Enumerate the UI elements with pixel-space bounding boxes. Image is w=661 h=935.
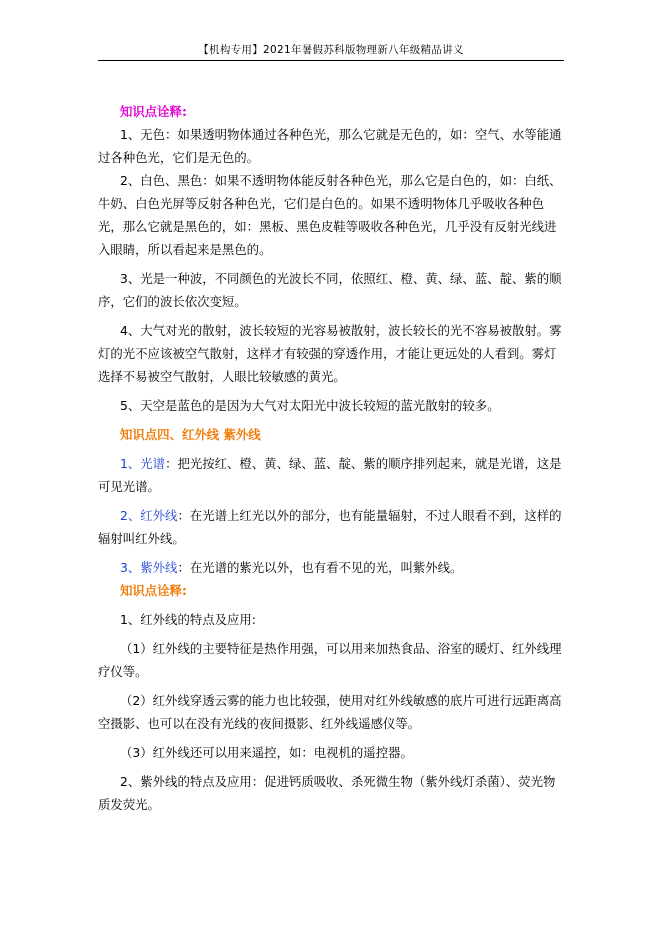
paragraph-infrared-heat: （1）红外线的主要特征是热作用强，可以用来加热食品、浴室的暖灯、红外线理疗仪等。: [98, 641, 562, 679]
document-body: [98, 100, 564, 816]
header-rule: [98, 60, 564, 61]
term-ultraviolet: 3、紫外线: [120, 560, 178, 575]
item-infrared: [98, 504, 564, 550]
page-header: 【机构专用】2021年暑假苏科版物理新八年级精品讲义: [198, 44, 464, 56]
paragraph-ultraviolet-features: 2、紫外线的特点及应用：促进钙质吸收、杀死微生物（紫外线灯杀菌）、荧光物质发荧光。: [98, 774, 556, 812]
item-spectrum: [98, 452, 564, 498]
paragraph-blue-sky: 5、天空是蓝色的是因为大气对太阳光中波长较短的蓝光散射的较多。: [120, 398, 500, 413]
text-ultraviolet: ：在光谱的紫光以外，也有看不见的光，叫紫外线。: [177, 560, 463, 575]
paragraph-wavelength: 3、光是一种波，不同颜色的光波长不同，依照红、橙、黄、绿、蓝、靛、紫的顺序，它们的波长依次变短。: [98, 271, 562, 309]
term-spectrum: 1、光谱: [120, 456, 166, 471]
paragraph-infrared-photography: （2）红外线穿透云雾的能力也比较强，使用对红外线敏感的底片可进行远距离高空摄影、也可以在没有光线的夜间摄影、红外线遥感仪等。: [98, 693, 562, 731]
item-ultraviolet: [98, 556, 564, 579]
text-spectrum: ：把光按红、橙、黄、绿、蓝、靛、紫的顺序排列起来，就是光谱，这是可见光谱。: [98, 456, 562, 494]
paragraph-infrared-remote: （3）红外线还可以用来遥控，如：电视机的遥控器。: [120, 745, 413, 760]
text-infrared: ：在光谱上红光以外的部分，也有能量辐射，不过人眼看不到，这样的辐射叫红外线。: [98, 508, 562, 546]
section-heading-explanation-1: 知识点诠释:: [120, 104, 187, 119]
section-heading-infrared-ultraviolet: 知识点四、红外线 紫外线: [120, 427, 261, 442]
paragraph-scattering: 4、大气对光的散射，波长较短的光容易被散射，波长较长的光不容易被散射。雾灯的光不应该被空气散射，这样才有较强的穿透作用，才能让更远处的人看到。雾灯选择不易被空气散射，人眼比较敏感的黄光。: [98, 323, 562, 384]
paragraph-white-black: 2、白色、黑色：如果不透明物体能反射各种色光，那么它是白色的，如：白纸、牛奶、白色光屏等反射各种色光，它们是白色的。如果不透明物体几乎吸收各种色光，那么它就是黑色的，如：黑板、黑色皮鞋等吸收各种色光，几乎没有反射光线进入眼睛，所以看起来是黑色的。: [98, 173, 562, 257]
term-infrared: 2、红外线: [120, 508, 178, 523]
paragraph-colorless: 1、无色：如果透明物体通过各种色光，那么它就是无色的，如：空气、水等能通过各种色光，它们是无色的。: [98, 127, 562, 165]
section-heading-explanation-2: 知识点诠释:: [120, 583, 187, 598]
paragraph-infrared-features: 1、红外线的特点及应用:: [120, 612, 256, 627]
